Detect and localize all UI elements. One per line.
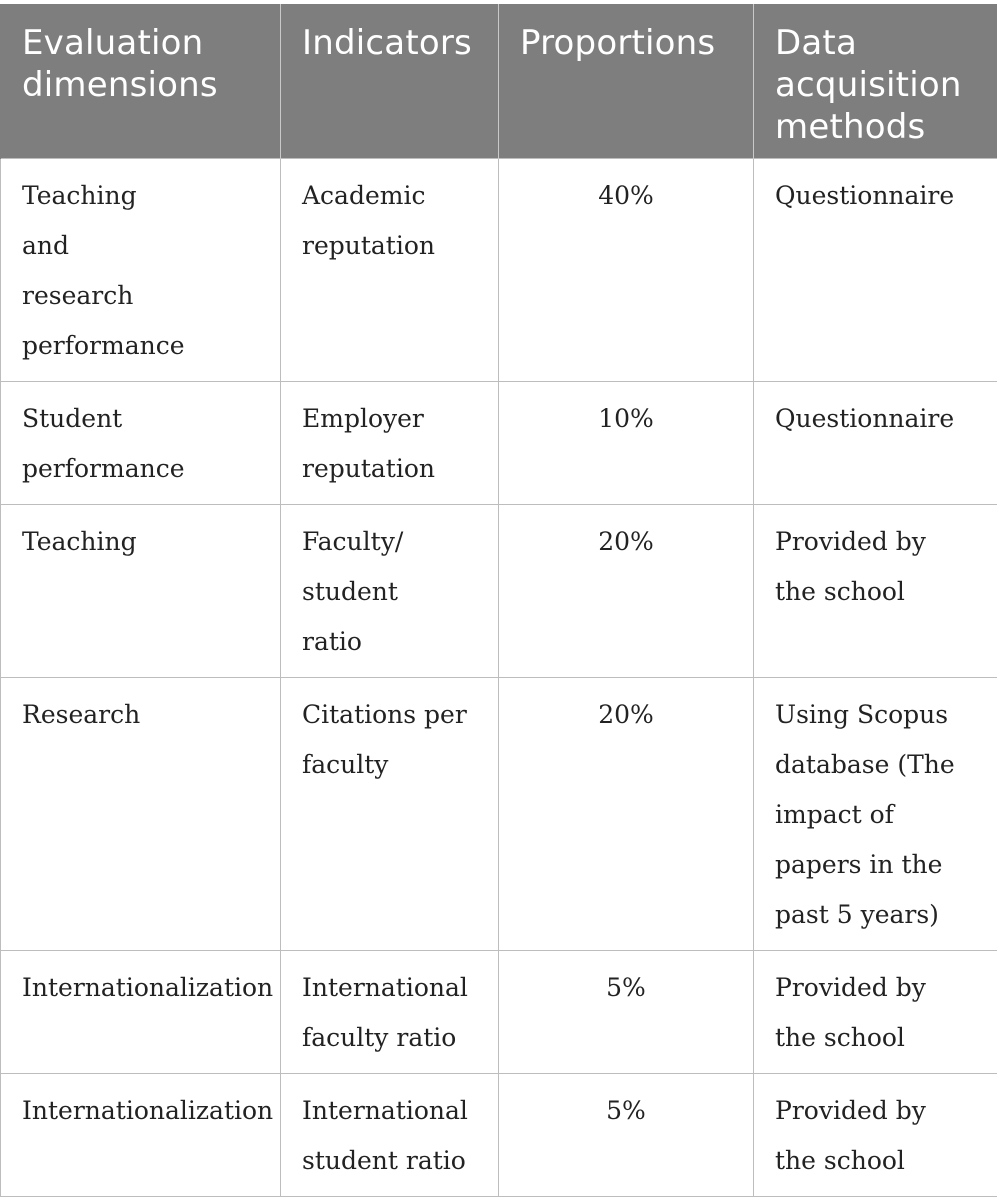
evaluation-table-container	[0, 4, 997, 1197]
cell-indicator: Faculty/ student ratio	[281, 505, 499, 678]
cell-method: Provided by the school	[754, 1074, 997, 1197]
cell-dimension: Student performance	[1, 382, 281, 505]
table-header	[1, 4, 997, 159]
cell-indicator: Employer reputation	[281, 382, 499, 505]
header-row	[1, 4, 997, 159]
cell-proportion: 10%	[499, 382, 754, 505]
cell-proportion: 20%	[499, 505, 754, 678]
table-row	[1, 1074, 997, 1197]
cell-proportion: 5%	[499, 951, 754, 1074]
cell-method: Questionnaire	[754, 382, 997, 505]
table-row	[1, 951, 997, 1074]
cell-proportion: 40%	[499, 159, 754, 382]
cell-proportion: 20%	[499, 678, 754, 951]
cell-method: Using Scopus database (The impact of papers in the past 5 years)	[754, 678, 997, 951]
cell-indicator: International student ratio	[281, 1074, 499, 1197]
header-indicators: Indicators	[281, 4, 499, 159]
cell-indicator: International faculty ratio	[281, 951, 499, 1074]
header-proportions: Proportions	[499, 4, 754, 159]
cell-dimension: Research	[1, 678, 281, 951]
cell-dimension: Teaching	[1, 505, 281, 678]
cell-proportion: 5%	[499, 1074, 754, 1197]
cell-dimension: Internationalization	[1, 1074, 281, 1197]
cell-method: Questionnaire	[754, 159, 997, 382]
cell-method: Provided by the school	[754, 505, 997, 678]
header-evaluation-dimensions: Evaluation dimensions	[1, 4, 281, 159]
evaluation-table	[0, 4, 997, 1197]
cell-dimension: Teaching and research performance	[1, 159, 281, 382]
cell-method: Provided by the school	[754, 951, 997, 1074]
table-row	[1, 678, 997, 951]
cell-indicator: Academic reputation	[281, 159, 499, 382]
table-row	[1, 505, 997, 678]
table-row	[1, 382, 997, 505]
cell-indicator: Citations per faculty	[281, 678, 499, 951]
table-row	[1, 159, 997, 382]
header-data-acquisition-methods: Data acquisition methods	[754, 4, 997, 159]
cell-dimension: Internationalization	[1, 951, 281, 1074]
